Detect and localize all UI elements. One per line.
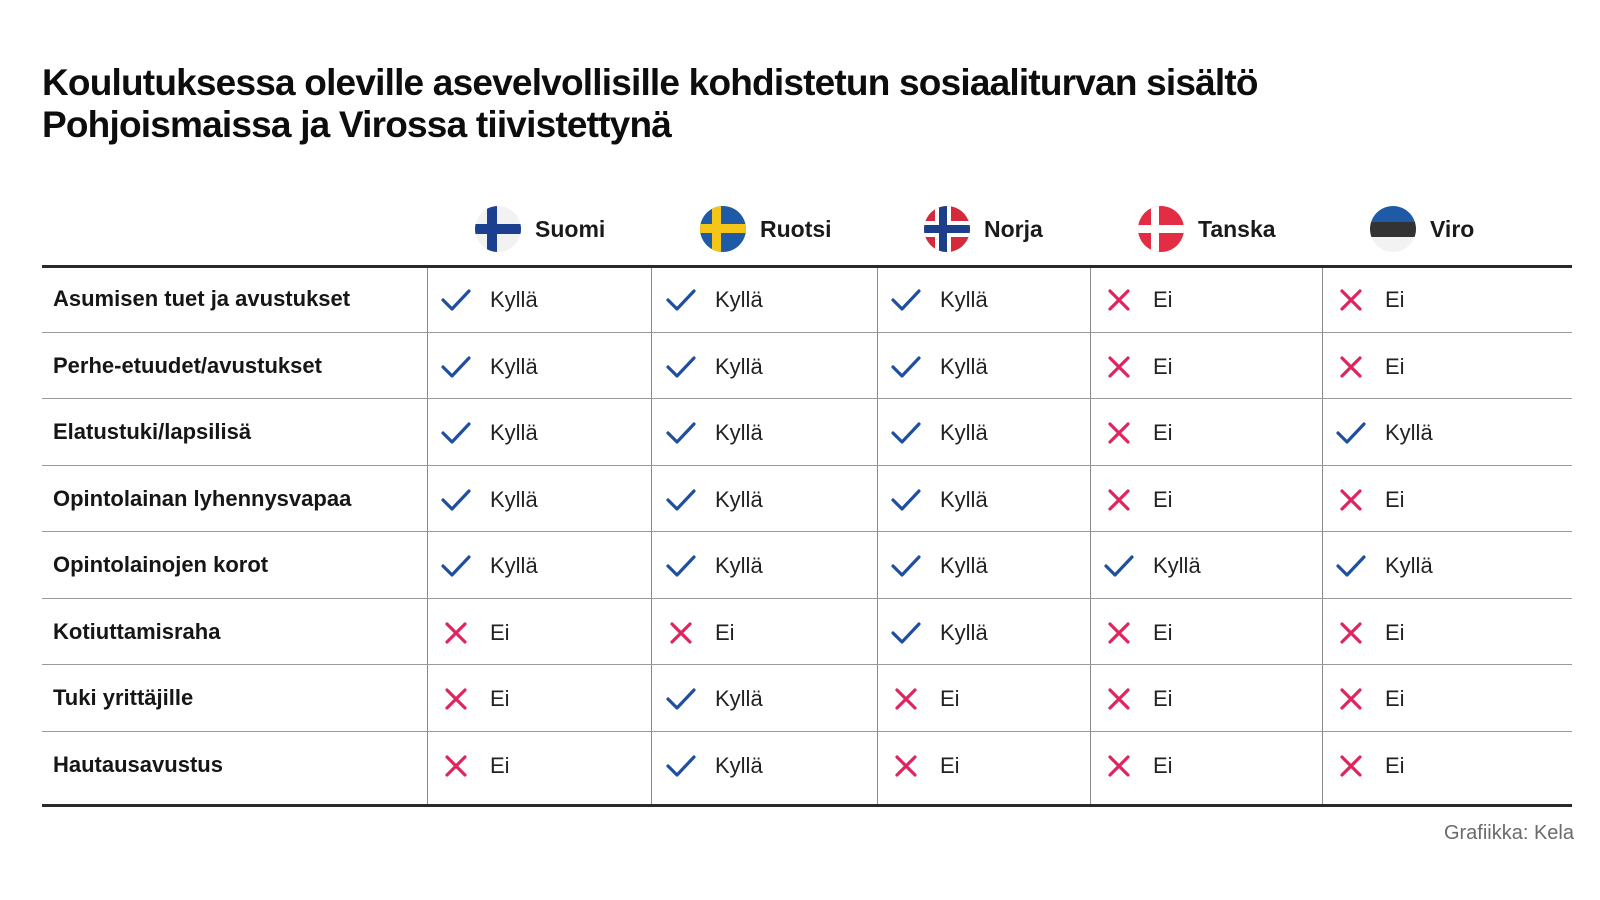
finland-flag-icon — [475, 206, 521, 252]
table-cell — [440, 347, 538, 387]
cell-value: Kyllä — [715, 553, 763, 579]
cell-value: Ei — [940, 752, 960, 778]
table-cell — [665, 280, 763, 320]
cross-icon — [1335, 484, 1367, 516]
country-name: Ruotsi — [760, 215, 832, 242]
table-cell — [890, 746, 960, 786]
cell-value: Ei — [1153, 353, 1173, 379]
table-cell — [890, 413, 988, 453]
check-icon — [665, 284, 697, 316]
table-cell — [1103, 546, 1201, 586]
cell-value: Ei — [490, 752, 510, 778]
table-cell — [665, 679, 763, 719]
table-cell — [1335, 480, 1405, 520]
cell-value: Kyllä — [940, 353, 988, 379]
cell-value: Ei — [1153, 420, 1173, 446]
check-icon — [440, 417, 472, 449]
row-label: Tuki yrittäjille — [53, 685, 194, 711]
table-cell — [665, 347, 763, 387]
cell-value: Kyllä — [715, 420, 763, 446]
cell-value: Ei — [1385, 619, 1405, 645]
cross-icon — [1335, 683, 1367, 715]
country-name: Suomi — [535, 215, 606, 242]
row-divider — [42, 531, 1572, 532]
row-divider — [42, 332, 1572, 333]
cell-value: Ei — [1385, 486, 1405, 512]
cell-value: Kyllä — [940, 420, 988, 446]
cross-icon — [890, 750, 922, 782]
cross-icon — [1103, 484, 1135, 516]
row-label: Asumisen tuet ja avustukset — [53, 286, 351, 312]
check-icon — [665, 550, 697, 582]
cross-icon — [1335, 617, 1367, 649]
check-icon — [665, 351, 697, 383]
cross-icon — [1103, 683, 1135, 715]
table-cell — [1103, 613, 1173, 653]
cell-value: Ei — [940, 686, 960, 712]
cell-value: Kyllä — [490, 420, 538, 446]
table-cell — [890, 546, 988, 586]
cell-value: Kyllä — [1153, 553, 1201, 579]
source-credit: Grafiikka: Kela — [1443, 822, 1574, 844]
cell-value: Ei — [1153, 619, 1173, 645]
table-cell — [440, 480, 538, 520]
cell-value: Kyllä — [715, 486, 763, 512]
table-cell — [440, 280, 538, 320]
cross-icon — [440, 617, 472, 649]
cell-value: Kyllä — [715, 686, 763, 712]
table-cell — [1103, 347, 1173, 387]
cell-value: Ei — [1153, 486, 1173, 512]
column-divider — [877, 268, 878, 804]
check-icon — [440, 550, 472, 582]
row-divider — [42, 465, 1572, 466]
sweden-flag-icon — [700, 206, 746, 252]
table-cell — [1103, 679, 1173, 719]
cell-value: Kyllä — [715, 752, 763, 778]
row-label: Opintolainojen korot — [53, 552, 269, 578]
check-icon — [665, 750, 697, 782]
check-icon — [665, 683, 697, 715]
table-cell — [440, 546, 538, 586]
cross-icon — [1103, 750, 1135, 782]
cross-icon — [1103, 617, 1135, 649]
check-icon — [890, 351, 922, 383]
cross-icon — [440, 750, 472, 782]
norway-flag-icon — [924, 206, 970, 252]
check-icon — [1335, 550, 1367, 582]
table-cell — [1335, 280, 1405, 320]
cell-value: Kyllä — [490, 553, 538, 579]
check-icon — [440, 484, 472, 516]
cell-value: Kyllä — [940, 486, 988, 512]
table-cell — [1103, 480, 1173, 520]
cell-value: Kyllä — [940, 619, 988, 645]
cell-value: Ei — [1153, 752, 1173, 778]
country-header-suomi — [475, 206, 605, 252]
cross-icon — [1335, 351, 1367, 383]
table-cell — [440, 613, 510, 653]
country-name: Viro — [1430, 215, 1475, 242]
row-label: Perhe-etuudet/avustukset — [53, 352, 322, 378]
estonia-flag-icon — [1370, 206, 1416, 252]
denmark-flag-icon — [1138, 206, 1184, 252]
table-cell — [1103, 280, 1173, 320]
cell-value: Kyllä — [715, 287, 763, 313]
table-cell — [665, 480, 763, 520]
cross-icon — [1103, 284, 1135, 316]
cross-icon — [890, 683, 922, 715]
country-name: Norja — [984, 215, 1043, 242]
check-icon — [890, 617, 922, 649]
check-icon — [665, 484, 697, 516]
table-cell — [1335, 413, 1433, 453]
check-icon — [890, 550, 922, 582]
cell-value: Kyllä — [490, 486, 538, 512]
check-icon — [665, 417, 697, 449]
check-icon — [1103, 550, 1135, 582]
table-cell — [665, 413, 763, 453]
cross-icon — [1103, 351, 1135, 383]
table-top-rule — [42, 265, 1572, 268]
table-cell — [1335, 746, 1405, 786]
country-header-viro — [1370, 206, 1474, 252]
row-label: Kotiuttamisraha — [53, 618, 221, 644]
column-divider — [1090, 268, 1091, 804]
row-label: Elatustuki/lapsilisä — [53, 419, 252, 445]
check-icon — [1335, 417, 1367, 449]
table-cell — [1103, 413, 1173, 453]
cell-value: Ei — [1153, 686, 1173, 712]
cross-icon — [440, 683, 472, 715]
cell-value: Kyllä — [1385, 553, 1433, 579]
check-icon — [890, 484, 922, 516]
check-icon — [440, 284, 472, 316]
cell-value: Kyllä — [940, 553, 988, 579]
table-cell — [1335, 613, 1405, 653]
table-cell — [440, 679, 510, 719]
table-cell — [890, 613, 988, 653]
country-header-ruotsi — [700, 206, 832, 252]
row-divider — [42, 731, 1572, 732]
row-divider — [42, 398, 1572, 399]
table-cell — [890, 280, 988, 320]
cell-value: Ei — [1153, 287, 1173, 313]
cell-value: Ei — [1385, 287, 1405, 313]
cell-value: Ei — [490, 619, 510, 645]
cross-icon — [1103, 417, 1135, 449]
cell-value: Kyllä — [715, 353, 763, 379]
cell-value: Kyllä — [1385, 420, 1433, 446]
cross-icon — [1335, 284, 1367, 316]
table-cell — [665, 546, 763, 586]
column-divider — [1322, 268, 1323, 804]
table-cell — [665, 613, 735, 653]
table-cell — [440, 413, 538, 453]
table-cell — [890, 679, 960, 719]
check-icon — [440, 351, 472, 383]
row-divider — [42, 664, 1572, 665]
country-header-norja — [924, 206, 1043, 252]
table-cell — [1335, 347, 1405, 387]
row-label: Hautausavustus — [53, 751, 223, 777]
country-header-tanska — [1138, 206, 1276, 252]
cell-value: Kyllä — [490, 287, 538, 313]
table-cell — [1103, 746, 1173, 786]
column-divider — [651, 268, 652, 804]
cell-value: Ei — [1385, 353, 1405, 379]
cell-value: Ei — [490, 686, 510, 712]
table-cell — [890, 347, 988, 387]
cross-icon — [1335, 750, 1367, 782]
table-cell — [665, 746, 763, 786]
table-cell — [890, 480, 988, 520]
table-cell — [1335, 546, 1433, 586]
check-icon — [890, 284, 922, 316]
cell-value: Kyllä — [940, 287, 988, 313]
cell-value: Kyllä — [490, 353, 538, 379]
title-line-1: Koulutuksessa oleville asevelvollisille kohdistetun sosiaaliturvan sisältö — [42, 62, 1258, 103]
title-line-2: Pohjoismaissa ja Virossa tiivistettynä — [42, 104, 672, 145]
country-name: Tanska — [1198, 215, 1276, 242]
column-divider — [427, 268, 428, 804]
check-icon — [890, 417, 922, 449]
cell-value: Ei — [1385, 686, 1405, 712]
table-bottom-rule — [42, 804, 1572, 807]
row-divider — [42, 598, 1572, 599]
row-label: Opintolainan lyhennysvapaa — [53, 485, 352, 511]
cell-value: Ei — [1385, 752, 1405, 778]
cross-icon — [665, 617, 697, 649]
table-cell — [1335, 679, 1405, 719]
table-cell — [440, 746, 510, 786]
chart-title — [42, 62, 1258, 146]
cell-value: Ei — [715, 619, 735, 645]
